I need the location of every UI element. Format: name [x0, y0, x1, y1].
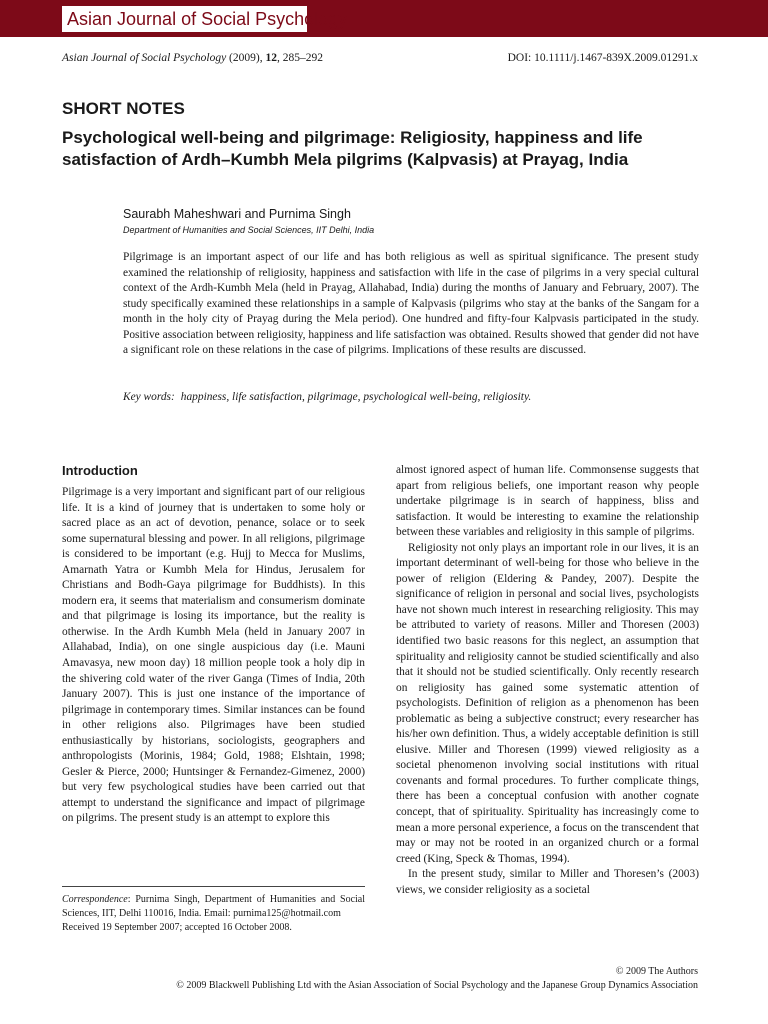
correspondence-text: : Purnima Singh, Department of Humanities and Social Sciences, IIT, Delhi 110016, India. Email: purnima125@hotmail.com: [62, 894, 365, 919]
keywords: [123, 391, 531, 403]
correspondence-label: Correspondence: [62, 894, 128, 905]
right-column: [396, 463, 699, 898]
authors: Saurabh Maheshwari and Purnima Singh: [123, 207, 351, 221]
section-label: SHORT NOTES: [62, 99, 185, 118]
citation-volume: 12: [265, 52, 277, 64]
citation-pages: , 285–292: [276, 52, 323, 64]
footer-copyright-authors: © 2009 The Authors: [615, 966, 698, 977]
footnote-divider: [62, 886, 365, 887]
paragraph: almost ignored aspect of human life. Commonsense suggests that apart from religious beliefs, one important reason why people undertake pilgrimage is in search of happiness, bliss and satisfaction. It would be interesting to examine the relationship between these variables and religiosity in this sample of pilgrims.: [396, 464, 699, 539]
citation-year: (2009),: [229, 52, 263, 64]
paragraph: In the present study, similar to Miller and Thoresen’s (2003) views, we consider religiosity as a societal: [396, 868, 699, 896]
footnote: [62, 893, 365, 935]
correspondence: [62, 893, 365, 921]
paragraph: Pilgrimage is a very important and significant part of our religious life. It is a kind of journey that is undertaken to some holy or sacred place as an act of devotion, penance, solace or to seek some supernatural blessing and power. In all religions, pilgrimage is considered to be important (e.g. Hujj to Mecca for Muslims, Amarnath Yatra or Kumbh Mela for Hindus, Jerusalem for Christians and Bodh-Gaya pilgrimage for Buddhists). In this modern era, it seems that materialism and consumerism dominate and that pilgrimage is losing its importance, but the reality is otherwise. In the Ardh Kumbh Mela (held in January 2007 in Allahabad, India), on one single auspicious day (i.e. Mauni Amavasya, new moon day) 18 million people took a holy dip in the shivering cold water of the river Ganga (Times of India, 20th January 2007). This is just one instance of the importance of pilgrimage in contemporary times. Similar instances can be found in other religions also. Pilgrimages have been studied enthusiastically by historians, sociologists, geographers and anthropologists (Morinis, 1984; Gold, 1988; Elshtain, 1998; Gesler & Pierce, 2000; Huntsinger & Fernandez-Gimenez, 2000) but very few psychological studies have been carried out that attempt to understand the significance and impact of pilgrimage on pilgrims. The present study is an attempt to explore this: [62, 486, 365, 825]
left-column: [62, 485, 365, 827]
citation-journal: Asian Journal of Social Psychology: [62, 52, 227, 64]
affiliation: Department of Humanities and Social Sciences, IIT Delhi, India: [123, 225, 375, 235]
journal-banner: [0, 0, 768, 37]
received-dates: Received 19 September 2007; accepted 16 October 2008.: [62, 922, 292, 933]
keywords-label: Key words:: [123, 391, 175, 403]
citation-line: [62, 52, 323, 64]
paragraph: Religiosity not only plays an important role in our lives, it is an important determinant of well-being for those who believe in the power of religion (Eldering & Pandey, 2007). Despite the significance of religion in personal and social lives, psychologists have not shown much interest in researching religiosity. This may be attributed to variety of reasons. Miller and Thoresen (2003) identified two basic reasons for this neglect, an assumption that spirituality and religiosity cannot be studied scientifically and also that it should not be studied scientifically. Only recently research on religiosity has gained some systematic attention of psychologists. Definition of religion as a phenomenon has been problematic as being a subjective construct; every researcher has his/her own definition. Thus, a widely acceptable definition is still elusive. Miller and Thoresen (1999) viewed religiosity as a societal phenomenon involving social institutions with ritual covenants and formal procedures. To further complicate things, there has been a conceptual confusion with another cognate concept, that of spirituality. Spirituality has increasingly come to mean a more personal experience, a focus on the transcendent that may or may not be rooted in an organized church or a formal creed (King, Speck & Thomas, 1994).: [396, 541, 699, 865]
doi: DOI: 10.1111/j.1467-839X.2009.01291.x: [507, 52, 698, 64]
footer-copyright-publisher: © 2009 Blackwell Publishing Ltd with the Asian Association of Social Psychology and the Japanese Group Dynamics Association: [176, 980, 698, 991]
journal-name: Asian Journal of Social Psychology: [62, 6, 307, 32]
section-heading-introduction: Introduction: [62, 463, 138, 478]
keywords-text: happiness, life satisfaction, pilgrimage, psychological well-being, religiosity.: [180, 391, 532, 403]
paper-title: Psychological well-being and pilgrimage: Religiosity, happiness and life satisfaction of Ardh–Kumbh Mela pilgrims (Kalpvasis) at Prayag, India: [62, 128, 643, 169]
abstract: Pilgrimage is an important aspect of our life and has both religious as well as spiritual significance. The present study examined the relationship of religiosity, happiness and satisfaction with life in the case of pilgrims in a very special cultural context of the Ardh-Kumbh Mela (held in Prayag, Allahabad, India) during the months of January and February, 2007). The study specifically examined these relationships in a sample of Kalpvasis (pilgrims who stay at the banks of the Sangam for a month in the holy city of Prayag during the Mela period). One hundred and fifty-four Kalpvasis participated in the study. Positive association between religiosity, happiness and life satisfaction was obtained. Results showed that gender did not have a significant role on these relations in the case of pilgrims. Implications of these results are discussed.: [123, 251, 699, 356]
